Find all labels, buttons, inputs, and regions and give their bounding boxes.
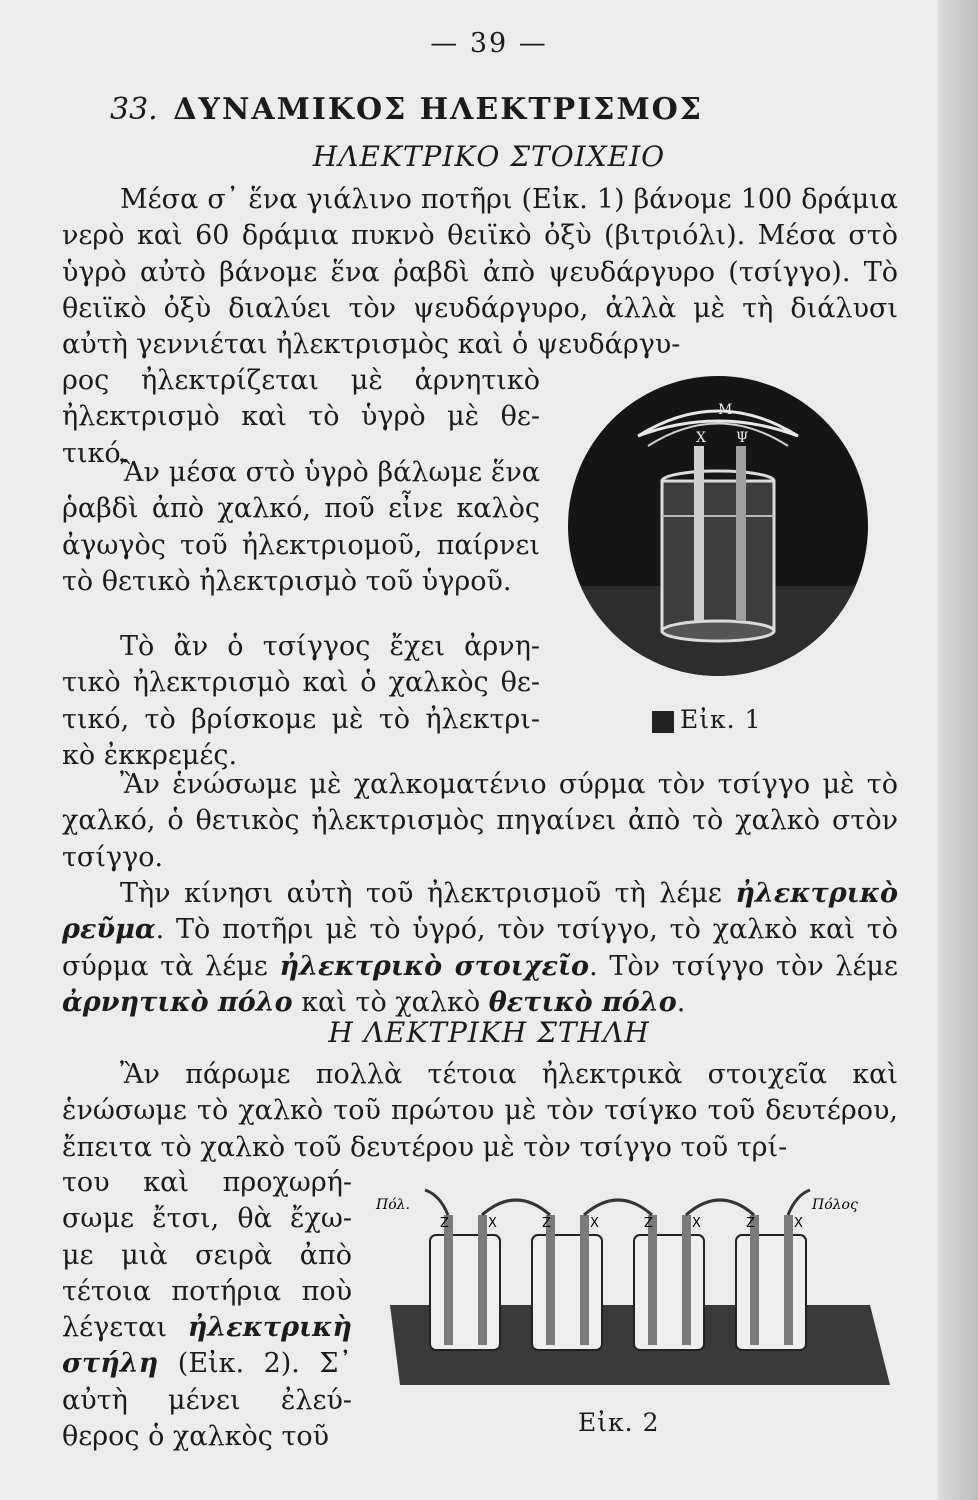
voltaic-cell-illustration (568, 376, 868, 676)
fig2-label-z-4: Z (746, 1216, 755, 1231)
subheading-battery: Η ΛΕΚΤΡΙΚΗ ΣΤΗΛΗ (328, 1016, 650, 1049)
p5-text-a: Τὴν κίνησι αὐτὴ τοῦ ἠλεκτρισμοῦ τὴ λέμε (120, 878, 736, 909)
page-number: — 39 — (430, 28, 548, 59)
fig2-label-z-1: Z (440, 1216, 449, 1231)
p5-text-e: . (676, 986, 686, 1018)
section-number: 33. (110, 92, 158, 127)
fig2-label-x-2: X (590, 1216, 599, 1231)
figure-2-image (370, 1175, 890, 1395)
p5-text-c: . Τὸν τσίγγο τὸν λέμε (589, 950, 898, 982)
fig2-label-x-1: X (488, 1216, 497, 1231)
term-electric-battery: ἠλεκτρικὴ στήλη (62, 1312, 352, 1380)
fig2-label-z-2: Z (542, 1216, 551, 1231)
paragraph-5 (62, 876, 898, 1021)
fig2-label-x-3: X (692, 1216, 701, 1231)
section-title: ΔΥΝΑΜΙΚΟΣ ΗΛΕΚΤΡΙΣΜΟΣ (173, 92, 703, 127)
term-electric-cell: ἠλεκτρικὸ στοιχεῖο (279, 950, 590, 982)
paragraph-3: Τὸ ἂν ὁ τσίγγος ἔχει ἀρνη- τικὸ ἠλεκτρισμὸ καὶ ὁ χαλκὸς θε- τικό, τὸ βρίσκομε μὲ τὸ ἠλεκτρι- κὸ ἐκκρεμές. (62, 631, 540, 771)
section-heading (110, 92, 910, 127)
paragraph-7 (62, 1165, 352, 1455)
subheading-element: ΗΛΕΚΤΡΙΚΟ ΣΤΟΙΧΕΙΟ (312, 140, 666, 173)
figure-1-caption-text: Εἰκ. 1 (680, 705, 762, 734)
paragraph-4: Ἂν ἑνώσωμε μὲ χαλκοματένιο σύρμα τὸν τσίγγο μὲ τὸ χαλκό, ὁ θετικὸς ἠλεκτρισμὸς πηγαίνει ἀπὸ τὸ χαλκὸ στὸν τσίγγο. (62, 769, 898, 873)
term-positive-pole: θετικὸ πόλο (488, 986, 677, 1018)
paragraph-1: Μέσα σ᾽ ἕνα γιάλινο ποτῆρι (Εἰκ. 1) βάνομε 100 δράμια νερὸ καὶ 60 δράμια πυκνὸ θειϊκὸ ὀξὺ (βιτριόλι). Μέσα στὸ ὑγρὸ αὐτὸ βάνομε ἕνα ῥαβδὶ ἀπὸ ψευδάργυρο (τσίγγο). Τὸ θειϊκὸ ὀξὺ διαλύει τὸν ψευδάργυρο, ἀλλὰ μὲ τὴ διάλυσι αὐτὴ γεννιέται ἠλεκτρισμὸς καὶ ὁ ψευδάργυ- (62, 184, 898, 361)
fig1-label-psi: Ψ (736, 430, 749, 446)
figure-2-caption: Εἰκ. 2 (578, 1408, 660, 1437)
fig2-label-x-4: X (794, 1216, 803, 1231)
term-electric-current: ἠλεκτρικὸ ρεῦμα (62, 878, 898, 946)
paragraph-1-continued: ρος ἠλεκτρίζεται μὲ ἀρνητικὸ ἠλεκτρισμὸ καὶ τὸ ὑγρὸ μὲ θε- τικό. (62, 365, 540, 469)
term-negative-pole: ἀρνητικὸ πόλο (62, 986, 293, 1018)
page-edge (938, 0, 978, 1500)
battery-illustration (370, 1175, 890, 1395)
p5-text-d: καὶ τὸ χαλκὸ (292, 986, 489, 1018)
p7-text-b: (Εἰκ. 2). Σ᾽ αὐτὴ μένει ἐλεύ- θερος ὁ χαλκὸς τοῦ (62, 1348, 352, 1453)
p5-text-b: . Τὸ ποτῆρι μὲ τὸ ὑγρό, τὸν τσίγγο, τὸ χαλκὸ καὶ τὸ σύρμα τὰ λέμε (62, 914, 898, 982)
figure-1-image (568, 376, 868, 676)
p7-text-a: του καὶ προχωρή- σωμε ἔτσι, θὰ ἔχω- με μιὰ σειρὰ ἀπὸ τέτοια ποτήρια ποὺ λέγεται (62, 1167, 352, 1344)
fig1-label-m: M (718, 402, 733, 418)
paragraph-2: Ἂν μέσα στὸ ὑγρὸ βάλωμε ἕνα ῥαβδὶ ἀπὸ χαλκό, ποῦ εἶνε καλὸς ἀγωγὸς τοῦ ἠλεκτριομοῦ, παίρνει τὸ θετικὸ ἠλεκτρισμὸ τοῦ ὑγροῦ. (62, 457, 540, 597)
caption-marker-icon (652, 711, 674, 733)
paragraph-6: Ἂν πάρωμε πολλὰ τέτοια ἠλεκτρικὰ στοιχεῖα καὶ ἑνώσωμε τὸ χαλκὸ τοῦ πρώτου μὲ τὸν τσίγκο τοῦ δευτέρου, ἔπειτα τὸ χαλκὸ τοῦ δευτέρου μὲ τὸν τσίγγο τοῦ τρί- (62, 1059, 898, 1163)
fig2-label-z-3: Z (644, 1216, 653, 1231)
fig2-pole-left: Πόλ. (376, 1197, 410, 1213)
fig2-pole-right: Πόλος (812, 1197, 858, 1213)
figure-1-caption (652, 705, 761, 734)
fig1-label-x: X (696, 430, 706, 446)
